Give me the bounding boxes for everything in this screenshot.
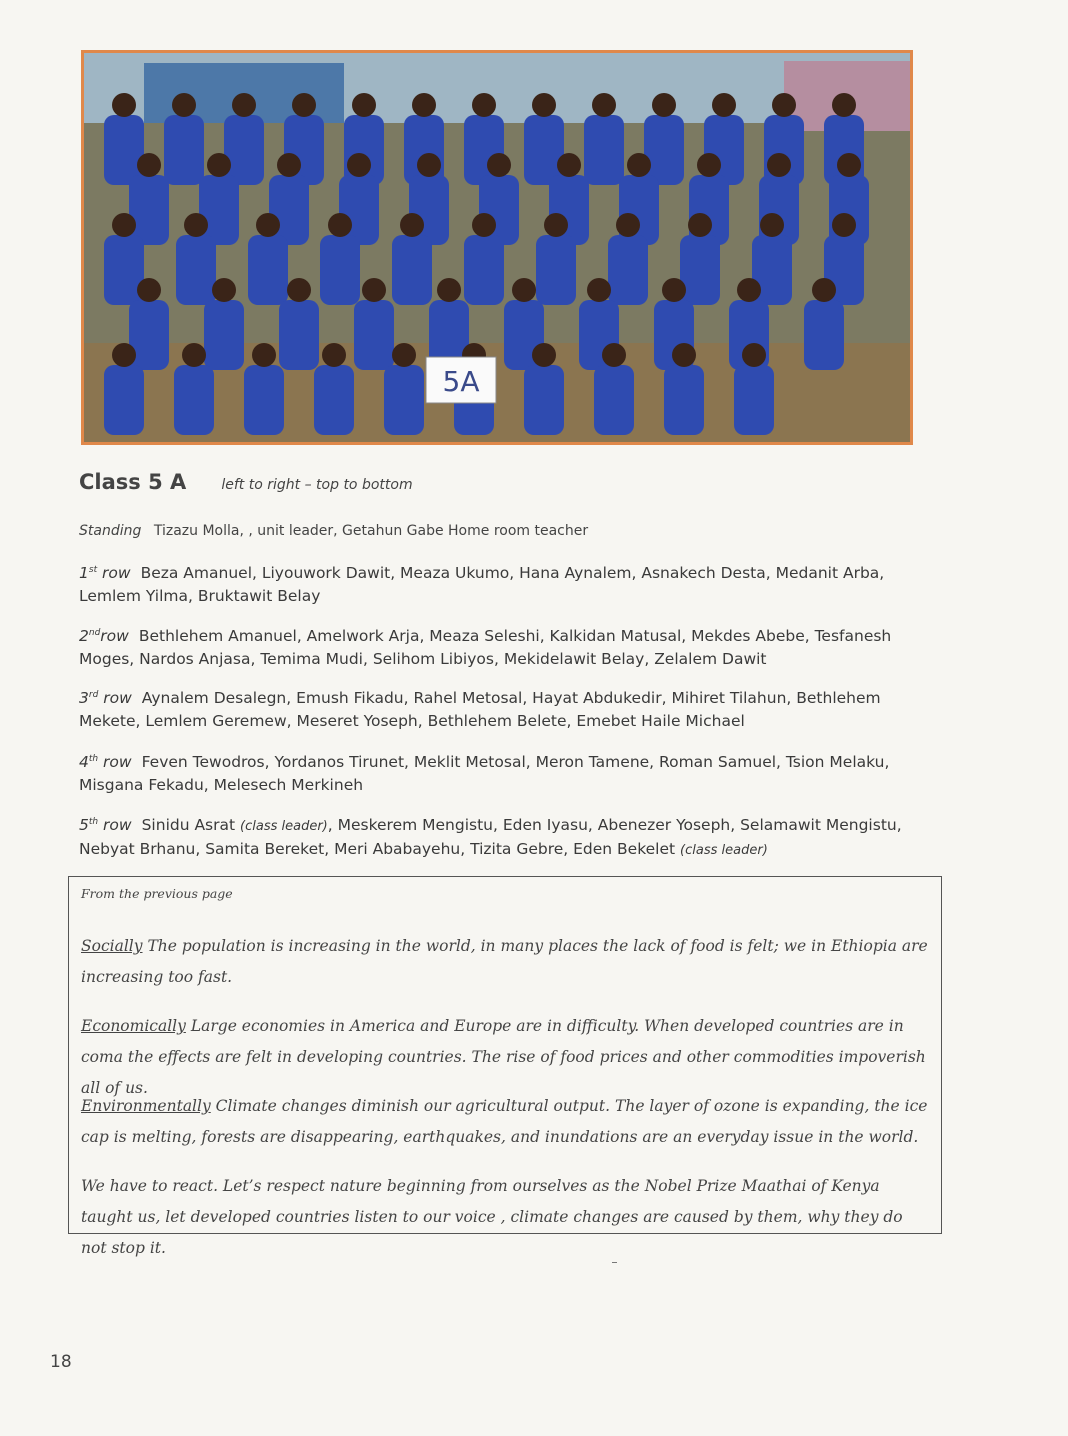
student-head [832, 213, 856, 237]
student-head [652, 93, 676, 117]
student-figure [734, 365, 774, 435]
student-figure [608, 235, 648, 305]
student-head [362, 278, 386, 302]
row-1 [79, 559, 939, 608]
row-suffix: rd [88, 690, 99, 700]
student-head [137, 153, 161, 177]
student-head [627, 153, 651, 177]
student-head [837, 153, 861, 177]
student-figure [279, 300, 319, 370]
class-photo-illustration [84, 53, 910, 442]
stray-mark [612, 1262, 617, 1263]
student-head [112, 93, 136, 117]
student-head [287, 278, 311, 302]
previous-page-box [68, 876, 942, 1257]
student-head [347, 153, 371, 177]
student-figure [248, 235, 288, 305]
socially-label: Socially [81, 937, 143, 955]
row-suffix: th [88, 817, 99, 827]
row-label: row [103, 689, 132, 708]
student-figure [804, 300, 844, 370]
student-head [672, 343, 696, 367]
student-figure [224, 115, 264, 185]
row-names: Aynalem Desalegn, Emush Fikadu, Rahel Metosal, Hayat Abdukedir, Mihiret Tilahun, Bethlehem Mekete, Lemlem Geremew, Meseret Yoseph, Bethlehem Belete, Emebet Haile Michael [79, 689, 881, 731]
student-head [207, 153, 231, 177]
row-names-b: , Meskerem Mengistu, Eden Iyasu, Abenezer Yoseph, Selamawit Mengistu, Nebyat Brhanu, Samita Bereket, Meri Ababayehu, Tizita Gebre, Eden Bekelet [79, 816, 902, 859]
student-figure [354, 300, 394, 370]
student-head [512, 278, 536, 302]
student-head [112, 213, 136, 237]
student-head [417, 153, 441, 177]
student-figure [244, 365, 284, 435]
class-title: Class 5 A [79, 470, 187, 494]
student-figure [524, 115, 564, 185]
student-head [544, 213, 568, 237]
student-head [532, 343, 556, 367]
student-head [182, 343, 206, 367]
student-figure [392, 235, 432, 305]
closing-paragraph: We have to react. Let’s respect nature beginning from ourselves as the Nobel Prize Maathai of Kenya taught us, let developed countries listen to our voice , climate changes are caused by them, why they do not stop it. [81, 1177, 903, 1257]
student-figure [464, 235, 504, 305]
student-figure [594, 365, 634, 435]
student-head [212, 278, 236, 302]
row-names-a: Sinidu Asrat [141, 816, 236, 835]
student-head [697, 153, 721, 177]
environmentally-label: Environmentally [81, 1097, 211, 1115]
student-head [487, 153, 511, 177]
student-head [252, 343, 276, 367]
student-head [184, 213, 208, 237]
student-figure [680, 235, 720, 305]
standing-line [79, 523, 588, 539]
row-4 [79, 748, 939, 797]
row-suffix: th [88, 754, 99, 764]
box-caption: From the previous page [81, 886, 233, 901]
row-label: row [103, 753, 132, 772]
student-head [662, 278, 686, 302]
student-figure [384, 365, 424, 435]
row-2 [79, 622, 939, 671]
row-suffix: st [88, 565, 98, 575]
student-head [688, 213, 712, 237]
student-figure [176, 235, 216, 305]
student-figure [536, 235, 576, 305]
student-head [592, 93, 616, 117]
student-head [772, 93, 796, 117]
student-head [112, 343, 136, 367]
row-label: row [102, 564, 131, 583]
student-head [832, 93, 856, 117]
student-head [232, 93, 256, 117]
student-figure [104, 115, 144, 185]
row-suffix: nd [88, 628, 101, 638]
socially-text: The population is increasing in the world, in many places the lack of food is felt; we in Ethiopia are increasing too fast. [81, 937, 928, 986]
student-head [472, 93, 496, 117]
page-number: 18 [50, 1352, 72, 1372]
student-head [256, 213, 280, 237]
student-figure [104, 365, 144, 435]
row-5 [79, 811, 939, 862]
economically-text: Large economies in America and Europe are in difficulty. When developed countries are in coma the effects are felt in developing countries. The rise of food prices and other commodities impoverish all of us. [81, 1017, 926, 1097]
environmentally-paragraph [81, 1091, 933, 1153]
student-head [352, 93, 376, 117]
student-figure [174, 365, 214, 435]
student-figure [584, 115, 624, 185]
class-leader-note: (class leader) [240, 819, 328, 835]
class-leader-note: (class leader) [680, 843, 768, 859]
class-heading [79, 470, 413, 494]
socially-paragraph [81, 931, 933, 993]
row-label: row [100, 627, 129, 646]
student-figure [204, 300, 244, 370]
student-head [137, 278, 161, 302]
student-head [767, 153, 791, 177]
student-head [412, 93, 436, 117]
student-head [737, 278, 761, 302]
student-head [322, 343, 346, 367]
row-number: 2 [79, 627, 89, 646]
student-figure [320, 235, 360, 305]
class-subtitle: left to right – top to bottom [221, 477, 413, 493]
student-head [328, 213, 352, 237]
row-label: row [103, 816, 132, 835]
student-figure [164, 115, 204, 185]
economically-label: Economically [81, 1017, 186, 1035]
student-head [277, 153, 301, 177]
row-number: 5 [79, 816, 89, 835]
standing-text: Tizazu Molla, , unit leader, Getahun Gabe Home room teacher [153, 523, 589, 539]
student-head [557, 153, 581, 177]
student-head [712, 93, 736, 117]
row-names: Beza Amanuel, Liyouwork Dawit, Meaza Ukumo, Hana Aynalem, Asnakech Desta, Medanit Arba, Lemlem Yilma, Bruktawit Belay [79, 564, 885, 606]
student-head [742, 343, 766, 367]
class-sign-text: 5A [442, 365, 480, 398]
student-figure [524, 365, 564, 435]
student-head [532, 93, 556, 117]
standing-label: Standing [79, 523, 142, 539]
student-head [392, 343, 416, 367]
row-3 [79, 684, 939, 733]
student-head [292, 93, 316, 117]
student-head [172, 93, 196, 117]
row-names: Feven Tewodros, Yordanos Tirunet, Meklit Metosal, Meron Tamene, Roman Samuel, Tsion Melaku, Misgana Fekadu, Melesech Merkineh [79, 753, 890, 795]
student-head [812, 278, 836, 302]
student-head [760, 213, 784, 237]
student-head [472, 213, 496, 237]
student-head [437, 278, 461, 302]
row-names: Bethlehem Amanuel, Amelwork Arja, Meaza Seleshi, Kalkidan Matusal, Mekdes Abebe, Tesfanesh Moges, Nardos Anjasa, Temima Mudi, Selihom Libiyos, Mekidelawit Belay, Zelalem Dawit [79, 627, 892, 669]
row-number: 4 [79, 753, 89, 772]
student-figure [129, 175, 169, 245]
student-figure [199, 175, 239, 245]
environmentally-text: Climate changes diminish our agricultural output. The layer of ozone is expanding, the ice cap is melting, forests are disappearing, earthquakes, and inundations are an everyday issue in the world. [81, 1097, 928, 1146]
student-head [602, 343, 626, 367]
row-number: 1 [79, 564, 89, 583]
student-head [587, 278, 611, 302]
student-figure [314, 365, 354, 435]
student-figure [644, 115, 684, 185]
student-head [400, 213, 424, 237]
row-number: 3 [79, 689, 89, 708]
student-figure [664, 365, 704, 435]
class-photo [81, 50, 913, 445]
student-head [616, 213, 640, 237]
